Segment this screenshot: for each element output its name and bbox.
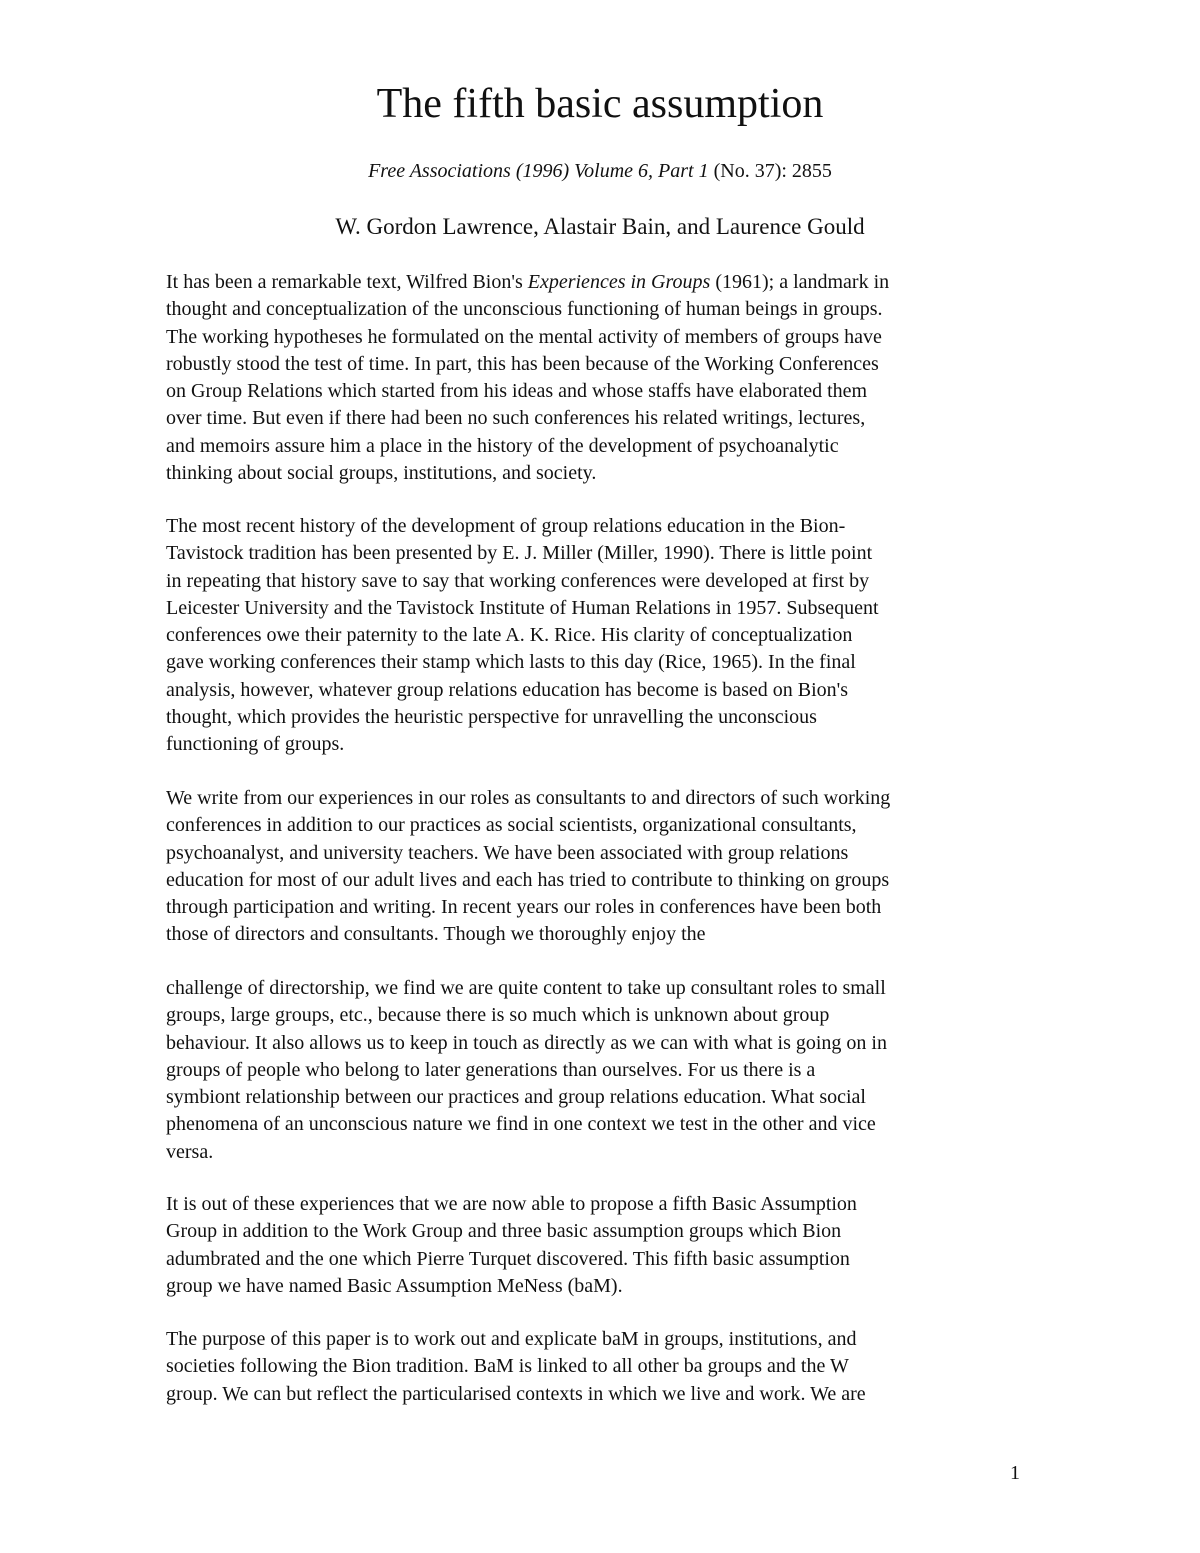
paragraph-3: We write from our experiences in our roles as consultants to and directors of such working conferences in addition to our practices as social scientists, organizational consultants, psychoanalyst, and university teachers. We have been associated with group relations education for most of our adult lives and each has tried to contribute to thinking on groups through participation and writing. In recent years our roles in conferences have been both those of directors and consultants. Though we thoroughly enjoy the <box>166 787 891 946</box>
author-line: W. Gordon Lawrence, Alastair Bain, and Laurence Gould <box>335 214 865 239</box>
paragraph-1-lead: It has been a remarkable text, Wilfred Bion's <box>166 271 528 293</box>
paragraph-5: It is out of these experiences that we are now able to propose a fifth Basic Assumption Group in addition to the Work Group and three basic assumption groups which Bion adumbrated and the one which Pierre Turquet discovered. This fifth basic assumption group we have named Basic Assumption MeNess (baM). <box>166 1193 857 1297</box>
paragraph-1-lead-end: (1961); a landmark in <box>710 271 890 293</box>
document-title: The fifth basic assumption <box>376 81 824 127</box>
paragraph-1-body: thought and conceptualization of the unconscious functioning of human beings in groups. The working hypotheses he formulated on the mental activity of members of groups have robustly stood the test of time. In part, this has been because of the Working Conferences on Group Relations which started from his ideas and whose staffs have elaborated them over time. But even if there had been no such conferences his related writings, lectures, and memoirs assure him a place in the history of the development of psychoanalytic thinking about social groups, institutions, and society. <box>166 298 883 485</box>
citation-source: Free Associations (1996) Volume 6, Part 1 <box>368 160 709 182</box>
citation-issue: (No. 37): 2855 <box>708 160 832 182</box>
paragraph-2: The most recent history of the development of group relations education in the Bion- Tavistock tradition has been presented by E. J. Miller (Miller, 1990). There is little point in repeating that history save to say that working conferences were developed at first by Leicester University and the Tavistock Institute of Human Relations in 1957. Subsequent conferences owe their paternity to the late A. K. Rice. His clarity of conceptualization gave working conferences their stamp which lasts to this day (Rice, 1965). In the final analysis, however, whatever group relations education has become is based on Bion's thought, which provides the heuristic perspective for unravelling the unconscious functioning of groups. <box>166 515 879 756</box>
citation-line <box>0 157 1200 185</box>
page-number: 1 <box>1010 1462 1020 1484</box>
paragraph-4: challenge of directorship, we find we are quite content to take up consultant roles to small groups, large groups, etc., because there is so much which is unknown about group behaviour. It also allows us to keep in touch as directly as we can with what is going on in groups of people who belong to later generations than ourselves. For us there is a symbiont relationship between our practices and group relations education. What social phenomena of an unconscious nature we find in one context we test in the other and vice versa. <box>166 977 887 1163</box>
book-title: Experiences in Groups <box>527 271 711 293</box>
paragraph-1 <box>166 269 1046 487</box>
paragraph-6: The purpose of this paper is to work out and explicate baM in groups, institutions, and societies following the Bion tradition. BaM is linked to all other ba groups and the W group. We can but reflect the particularised contexts in which we live and work. We are <box>166 1328 866 1405</box>
